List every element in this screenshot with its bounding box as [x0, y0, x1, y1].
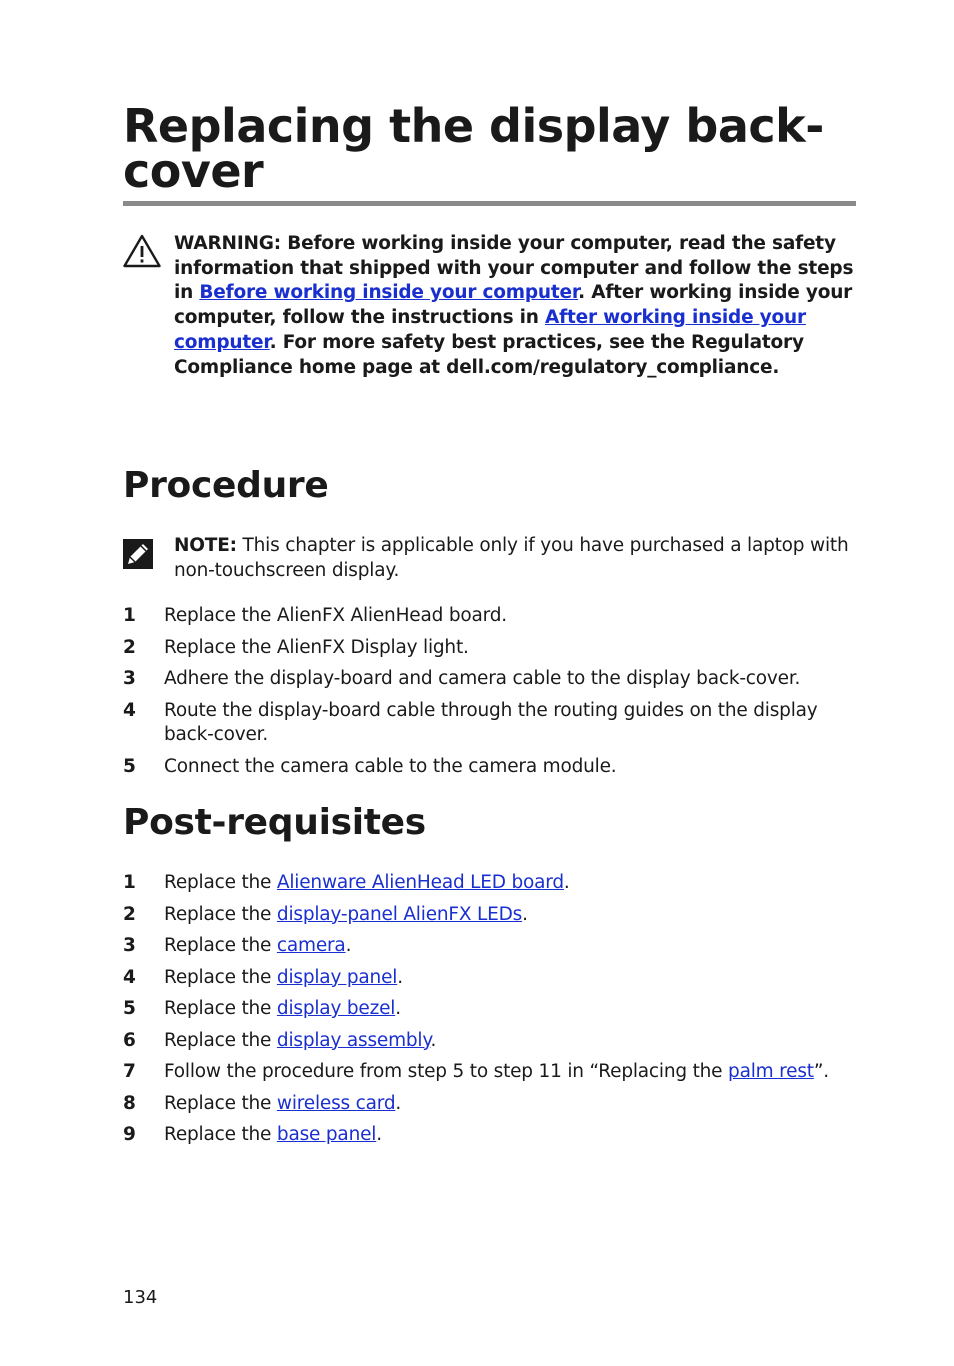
step-number: 1: [123, 605, 136, 626]
note-label: NOTE:: [174, 535, 237, 556]
warning-suffix: . For more safety best practices, see the Regulatory Compliance home page at dell.com/regulatory_compliance.: [174, 331, 804, 378]
warning-text: [174, 232, 864, 380]
page-number: 134: [123, 1287, 158, 1308]
procedure-step: [123, 699, 863, 748]
step-text: Replace the: [164, 1029, 277, 1051]
display-panel-link[interactable]: display panel: [276, 966, 398, 988]
step-text: Replace the AlienFX AlienHead board.: [164, 605, 507, 626]
step-number: 4: [123, 966, 136, 988]
step-number: 5: [123, 755, 136, 777]
procedure-step: [123, 755, 863, 780]
step-text-end: .: [430, 1029, 437, 1051]
note-pencil-icon: [123, 539, 153, 569]
note-body: This chapter is applicable only if you have purchased a laptop with non-touchscreen display.: [174, 535, 849, 581]
postrequisites-steps: [123, 871, 863, 1148]
postrequisite-step: [123, 871, 863, 896]
camera-link[interactable]: camera: [276, 935, 346, 956]
step-text: Route the display-board cable through the routing guides on the display back-cover.: [164, 699, 818, 745]
step-text: Connect the camera cable to the camera module.: [164, 755, 617, 777]
step-text-end: .: [395, 998, 401, 1019]
step-text: Replace the: [164, 1092, 277, 1114]
step-number: 4: [123, 699, 136, 721]
step-number: 2: [123, 636, 136, 658]
step-text: Replace the: [164, 966, 277, 988]
postrequisites-heading: Post-requisites: [123, 802, 426, 843]
warning-middle: . After working inside your computer, follow the instructions in: [174, 282, 853, 329]
procedure-step: [123, 636, 863, 661]
step-text-end: .: [522, 903, 528, 925]
step-text-end: .: [563, 872, 570, 893]
step-text: Replace the AlienFX Display light.: [164, 636, 469, 658]
step-text-end: .: [376, 1124, 382, 1145]
step-text: Replace the: [164, 998, 277, 1019]
step-text: Replace the: [164, 1124, 277, 1145]
procedure-step: [123, 667, 863, 692]
step-text: Replace the: [164, 903, 277, 925]
note-text: [174, 533, 864, 583]
display-assembly-link[interactable]: display assembly: [276, 1029, 431, 1051]
postrequisite-step: [123, 903, 863, 928]
postrequisite-step: [123, 1092, 863, 1117]
postrequisite-step: [123, 1123, 863, 1148]
page-title-line-2: cover: [123, 144, 264, 198]
page-title: [123, 99, 843, 198]
procedure-step: [123, 604, 863, 629]
step-text: Follow the procedure from step 5 to step 11 in “Replacing the: [164, 1061, 729, 1082]
procedure-steps: [123, 604, 863, 779]
step-number: 9: [123, 1124, 136, 1145]
step-number: 3: [123, 668, 136, 689]
step-text-end: ”.: [813, 1061, 829, 1082]
after-working-link[interactable]: After working inside your computer: [174, 307, 806, 353]
postrequisite-step: [123, 997, 863, 1022]
display-panel-leds-link[interactable]: display-panel AlienFX LEDs: [276, 903, 523, 925]
step-number: 2: [123, 903, 136, 925]
warning-triangle-icon: [122, 233, 162, 269]
step-text-end: .: [345, 935, 352, 956]
before-working-link[interactable]: Before working inside your computer: [199, 282, 579, 304]
palm-rest-link[interactable]: palm rest: [728, 1061, 814, 1082]
step-text: Replace the: [164, 935, 277, 956]
page-title-line-1: Replacing the display back-: [123, 99, 824, 153]
wireless-card-link[interactable]: wireless card: [276, 1092, 396, 1114]
step-number: 1: [123, 872, 136, 893]
step-text-end: .: [397, 966, 403, 988]
display-bezel-link[interactable]: display bezel: [276, 998, 396, 1019]
step-number: 6: [123, 1029, 136, 1051]
postrequisite-step: [123, 1029, 863, 1054]
step-text: Adhere the display-board and camera cable to the display back-cover.: [164, 668, 801, 689]
step-number: 8: [123, 1092, 136, 1114]
warning-prefix: WARNING: Before working inside your computer, read the safety information that shipped with your computer and follow the steps in: [174, 233, 854, 304]
postrequisite-step: [123, 1060, 863, 1085]
postrequisite-step: [123, 966, 863, 991]
title-rule: [123, 201, 856, 206]
base-panel-link[interactable]: base panel: [276, 1124, 377, 1145]
alienhead-led-board-link[interactable]: Alienware AlienHead LED board: [276, 872, 564, 893]
step-text-end: .: [395, 1092, 402, 1114]
step-number: 7: [123, 1061, 136, 1082]
postrequisite-step: [123, 934, 863, 959]
step-number: 3: [123, 935, 136, 956]
step-number: 5: [123, 998, 136, 1019]
procedure-heading: Procedure: [123, 465, 329, 506]
step-text: Replace the: [164, 872, 277, 893]
